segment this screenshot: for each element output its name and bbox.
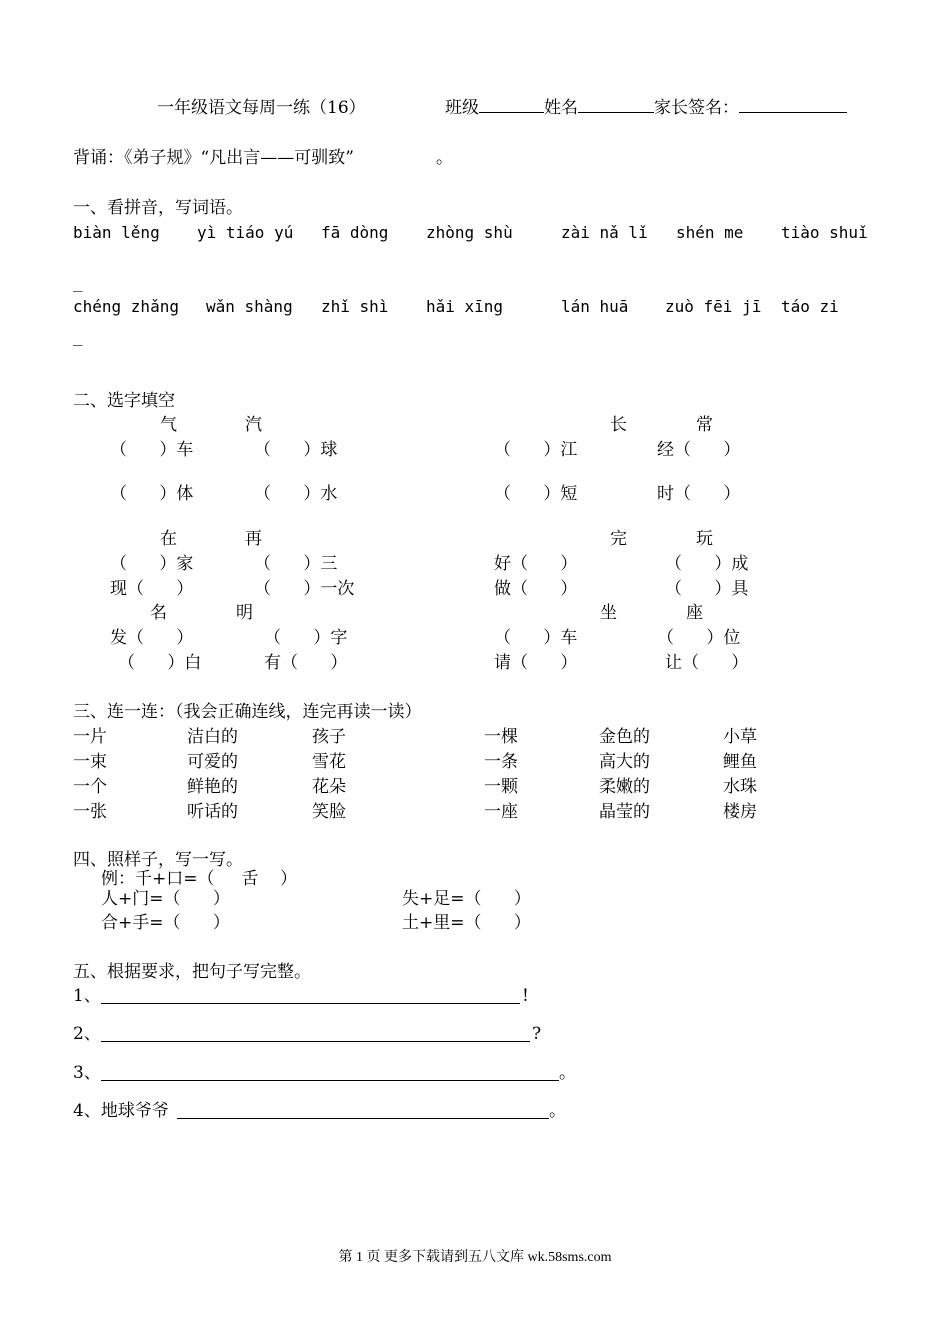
match-word[interactable]: 孩子 — [312, 727, 346, 747]
choice-char: 在 — [160, 529, 177, 549]
pinyin-item: hǎi xīng — [426, 297, 504, 316]
fill-blank[interactable]: 请（ ） — [494, 653, 578, 673]
name-label: 姓名 — [544, 98, 578, 118]
match-word[interactable]: 雪花 — [312, 752, 346, 772]
match-word[interactable]: 笑脸 — [312, 802, 346, 822]
sentence-label: 1、 — [73, 986, 101, 1006]
match-word[interactable]: 鲜艳的 — [187, 777, 238, 797]
sentence-label: 4、地球爷爷 — [73, 1101, 169, 1121]
example: 例：千+口=（ 舌 ） — [101, 869, 298, 889]
match-word[interactable]: 一张 — [73, 802, 107, 822]
pinyin-item: tiào shuǐ — [781, 223, 868, 242]
pinyin-item: chéng zhǎng — [73, 297, 179, 316]
match-word[interactable]: 可爱的 — [187, 752, 238, 772]
name-blank[interactable] — [578, 98, 654, 113]
match-word[interactable]: 高大的 — [599, 752, 650, 772]
fill-blank[interactable]: 合+手=（ ） — [101, 913, 230, 933]
sentence-line[interactable] — [177, 1118, 549, 1119]
fill-blank[interactable]: （ ）短 — [494, 484, 578, 504]
section4-title: 四、照样子，写一写。 — [73, 850, 243, 870]
parent-sign-blank[interactable] — [739, 98, 847, 113]
fill-blank[interactable]: 做（ ） — [494, 579, 578, 599]
pinyin-item: wǎn shàng — [206, 297, 293, 316]
match-word[interactable]: 一束 — [73, 752, 107, 772]
choice-char: 名 — [150, 603, 167, 623]
section2-title: 二、选字填空 — [73, 391, 175, 411]
match-word[interactable]: 听话的 — [187, 802, 238, 822]
fill-blank[interactable]: （ ）江 — [494, 440, 578, 460]
fill-blank[interactable]: （ ）水 — [254, 484, 338, 504]
section5-title: 五、根据要求，把句子写完整。 — [73, 962, 311, 982]
choice-char: 常 — [696, 415, 713, 435]
choice-char: 完 — [610, 529, 627, 549]
pinyin-item: fā dòng — [321, 223, 389, 242]
choice-char: 坐 — [600, 603, 617, 623]
sentence-line[interactable] — [101, 1080, 559, 1081]
fill-blank[interactable]: （ ）球 — [254, 440, 338, 460]
fill-blank[interactable]: （ ）一次 — [254, 579, 355, 599]
sentence-line[interactable] — [101, 1041, 530, 1042]
match-word[interactable]: 小草 — [723, 727, 757, 747]
fill-blank[interactable]: 失+足=（ ） — [402, 889, 531, 909]
section3-title: 三、连一连：（我会正确连线，连完再读一读） — [73, 702, 422, 722]
pinyin-dash: _ — [73, 273, 83, 292]
pinyin-item: lán huā — [561, 297, 629, 316]
section1-title: 一、看拼音，写词语。 — [73, 198, 243, 218]
sentence-line[interactable] — [101, 1003, 520, 1004]
choice-char: 明 — [236, 603, 253, 623]
choice-char: 再 — [245, 529, 262, 549]
fill-blank[interactable]: （ ）字 — [264, 628, 348, 648]
fill-blank[interactable]: （ ）家 — [110, 554, 194, 574]
fill-blank[interactable]: （ ）位 — [657, 628, 741, 648]
pinyin-item: yì tiáo yú — [197, 223, 294, 242]
sentence-end: 。 — [549, 1101, 566, 1121]
match-word[interactable]: 水珠 — [723, 777, 757, 797]
pinyin-item: táo zi — [781, 297, 839, 316]
recite-text: 背诵：《弟子规》“凡出言——可驯致” — [73, 148, 354, 168]
match-word[interactable]: 一颗 — [484, 777, 518, 797]
fill-blank[interactable]: （ ）三 — [254, 554, 338, 574]
match-word[interactable]: 一条 — [484, 752, 518, 772]
match-word[interactable]: 金色的 — [599, 727, 650, 747]
page-footer: 第 1 页 更多下载请到五八文库 wk.58sms.com — [338, 1250, 612, 1265]
choice-char: 玩 — [696, 529, 713, 549]
choice-char: 座 — [686, 603, 703, 623]
match-word[interactable]: 楼房 — [723, 802, 757, 822]
sentence-end: 。 — [559, 1063, 576, 1083]
sentence-label: 2、 — [73, 1024, 101, 1044]
match-word[interactable]: 一座 — [484, 802, 518, 822]
fill-blank[interactable]: （ ）车 — [494, 628, 578, 648]
fill-blank[interactable]: 时（ ） — [657, 484, 741, 504]
pinyin-item: shén me — [676, 223, 744, 242]
pinyin-item: zhòng shù — [426, 223, 513, 242]
page-title: 一年级语文每周一练（16） — [157, 98, 366, 118]
fill-blank[interactable]: （ ）白 — [118, 653, 202, 673]
choice-char: 长 — [610, 415, 627, 435]
match-word[interactable]: 鲤鱼 — [723, 752, 757, 772]
fill-blank[interactable]: 有（ ） — [264, 653, 348, 673]
sentence-end: ! — [522, 986, 529, 1006]
fill-blank[interactable]: 现（ ） — [110, 579, 194, 599]
match-word[interactable]: 花朵 — [312, 777, 346, 797]
match-word[interactable]: 柔嫩的 — [599, 777, 650, 797]
recite-end: 。 — [436, 148, 453, 168]
fill-blank[interactable]: （ ）具 — [665, 579, 749, 599]
sentence-end: ? — [532, 1024, 542, 1044]
fill-blank[interactable]: 经（ ） — [657, 440, 741, 460]
class-field[interactable] — [445, 97, 847, 119]
pinyin-item: zuò fēi jī — [665, 297, 762, 316]
match-word[interactable]: 一个 — [73, 777, 107, 797]
match-word[interactable]: 一棵 — [484, 727, 518, 747]
fill-blank[interactable]: 人+门=（ ） — [101, 889, 230, 909]
parent-sign-label: 家长签名： — [654, 98, 739, 118]
fill-blank[interactable]: 发（ ） — [110, 628, 194, 648]
fill-blank[interactable]: （ ）成 — [665, 554, 749, 574]
choice-char: 气 — [160, 415, 177, 435]
pinyin-item: biàn lěng — [73, 223, 160, 242]
class-label: 班级 — [445, 98, 479, 118]
pinyin-dash: _ — [73, 327, 83, 346]
match-word[interactable]: 晶莹的 — [599, 802, 650, 822]
fill-blank[interactable]: 好（ ） — [494, 554, 578, 574]
choice-char: 汽 — [245, 415, 262, 435]
fill-blank[interactable]: （ ）体 — [110, 484, 194, 504]
class-blank[interactable] — [479, 98, 544, 113]
pinyin-item: zài nǎ lǐ — [561, 223, 648, 242]
sentence-label: 3、 — [73, 1063, 101, 1083]
pinyin-item: zhǐ shì — [321, 297, 389, 316]
fill-blank[interactable]: 土+里=（ ） — [402, 913, 531, 933]
match-word[interactable]: 洁白的 — [187, 727, 238, 747]
match-word[interactable]: 一片 — [73, 727, 107, 747]
fill-blank[interactable]: 让（ ） — [665, 653, 749, 673]
fill-blank[interactable]: （ ）车 — [110, 440, 194, 460]
